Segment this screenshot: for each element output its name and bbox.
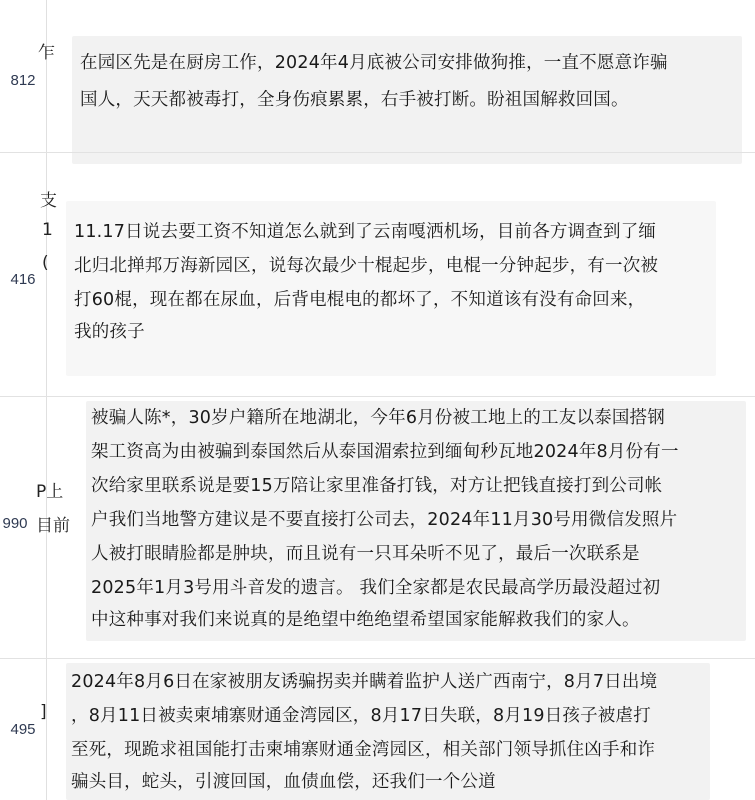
message-line: 人被打眼睛脸都是肿块，而且说有一只耳朵听不见了，最后一次联系是: [91, 544, 640, 564]
record-id: 416: [10, 271, 36, 288]
table-row: [0, 659, 755, 800]
truncated-cell-fragment: 支: [40, 191, 57, 211]
truncated-cell-fragment: 目前: [36, 516, 70, 536]
message-line: 北归北掸邦万海新园区，说每次最少十棍起步，电棍一分钟起步，有一次被: [74, 256, 659, 276]
message-line: ，8月11日被卖柬埔寨财通金湾园区，8月17日失联，8月19日孩子被虐打: [71, 706, 651, 726]
message-line: 在园区先是在厨房工作，2024年4月底被公司安排做狗推，一直不愿意诈骗: [80, 53, 668, 73]
record-id: 812: [10, 72, 36, 89]
message-line: 2025年1月3号用斗音发的遗言。 我们全家都是农民最高学历最没超过初: [91, 578, 661, 598]
message-line: 至死，现跪求祖国能打击柬埔寨财通金湾园区，相关部门领导抓住凶手和诈: [71, 740, 656, 760]
message-line: 国人，天天都被毒打，全身伤痕累累，右手被打断。盼祖国解救回国。: [80, 90, 629, 110]
message-line: 中这种事对我们来说真的是绝望中绝绝望希望国家能解救我们的家人。: [91, 610, 640, 630]
truncated-cell-fragment: (: [42, 253, 49, 273]
message-line: 骗头目，蛇头，引渡回国，血债血偿，还我们一个公道: [71, 772, 496, 792]
message-line: 被骗人陈*，30岁户籍所在地湖北，今年6月份被工地上的工友以泰国搭钢: [91, 408, 665, 428]
message-line: 户我们当地警方建议是不要直接打公司去，2024年11月30号用微信发照片: [91, 510, 678, 530]
truncated-cell-fragment: 乍: [38, 43, 55, 63]
message-line: 我的孩子: [74, 322, 145, 342]
record-id: 990: [2, 515, 28, 532]
message-line: 架工资高为由被骗到泰国然后从泰国湄索拉到缅甸秒瓦地2024年8月份有一: [91, 442, 679, 462]
truncated-cell-fragment: 1: [42, 220, 53, 240]
table-row: [0, 397, 755, 657]
message-line: 2024年8月6日在家被朋友诱骗拐卖并瞒着监护人送广西南宁，8月7日出境: [71, 672, 658, 692]
table-row: [0, 0, 755, 152]
message-line: 打60棍，现在都在尿血，后背电棍电的都坏了，不知道该有没有命回来，: [74, 290, 646, 310]
truncated-cell-fragment: P上: [36, 482, 64, 502]
table-row: [0, 153, 755, 395]
record-id: 495: [10, 721, 36, 738]
truncated-cell-fragment: ]: [40, 702, 47, 722]
message-line: 次给家里联系说是要15万陪让家里准备打钱，对方让把钱直接打到公司帐: [91, 476, 663, 496]
message-line: 11.17日说去要工资不知道怎么就到了云南嘎洒机场，目前各方调查到了缅: [74, 222, 657, 242]
